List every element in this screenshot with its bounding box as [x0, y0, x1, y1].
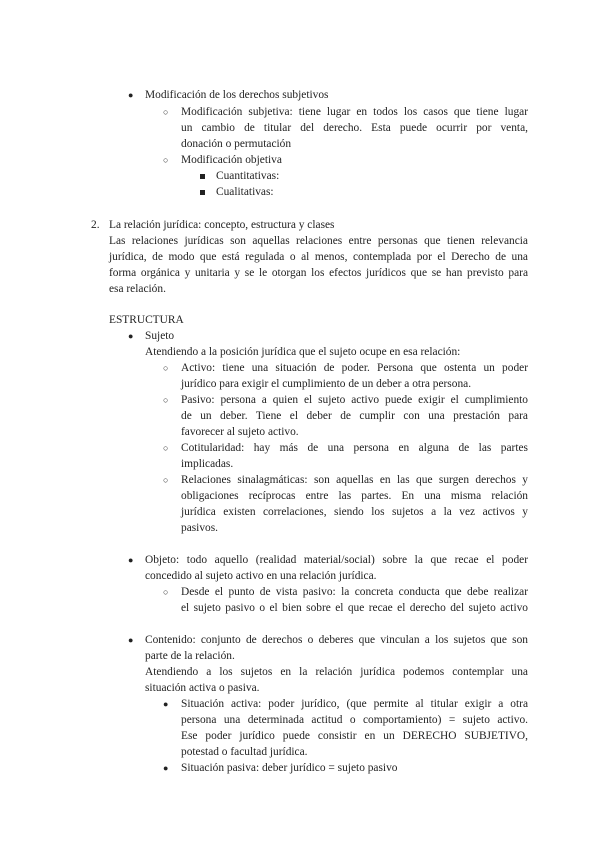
- text-line: Modificación subjetiva: tiene lugar en todos los casos que tiene lugar: [181, 106, 528, 118]
- text-line: Contenido: conjunto de derechos o deberes que vinculan a los sujetos que son: [145, 634, 528, 646]
- text-line: Modificación de los derechos subjetivos: [145, 89, 329, 101]
- text-line: potestad o facultad jurídica.: [181, 746, 308, 758]
- text-line: Pasivo: persona a quien el sujeto activo puede exigir el cumplimiento: [181, 394, 528, 406]
- text-line: Cotitularidad: hay más de una persona en alguna de las partes: [181, 442, 528, 454]
- text-line: Atendiendo a la posición jurídica que el sujeto ocupe en esa relación:: [145, 346, 461, 358]
- square-bullet-icon: [200, 190, 205, 195]
- text-line: Cualitativas:: [216, 186, 274, 198]
- bullet-icon: ●: [128, 555, 134, 565]
- text-line: persona una determinada actitud o comportamiento) = sujeto activo.: [181, 714, 528, 726]
- text-line: Atendiendo a los sujetos en la relación jurídica podemos contemplar una: [145, 666, 528, 678]
- text-line: Cuantitativas:: [216, 170, 280, 182]
- text-line: Ese poder jurídico puede consistir en un DERECHO SUBJETIVO,: [181, 730, 528, 742]
- bullet-icon: ●: [163, 763, 169, 773]
- text-line: donación o permutación: [181, 138, 292, 150]
- hollow-bullet-icon: ○: [163, 475, 169, 485]
- text-line: Situación pasiva: deber jurídico = sujeto pasivo: [181, 762, 398, 774]
- square-bullet-icon: [200, 174, 205, 179]
- text-line: obligaciones recíprocas entre las partes. En una misma relación: [181, 490, 528, 502]
- text-line: parte de la relación.: [145, 650, 235, 662]
- list-number: 2.: [91, 219, 100, 231]
- hollow-bullet-icon: ○: [163, 395, 169, 405]
- text-line: de un deber. Tiene el deber de cumplir con una prestación para: [181, 410, 528, 422]
- text-line: favorecer al sujeto activo.: [181, 426, 299, 438]
- text-line: Activo: tiene una situación de poder. Persona que ostenta un poder: [181, 362, 528, 374]
- text-line: el sujeto pasivo o el bien sobre el que recae el derecho del sujeto activo: [181, 602, 528, 614]
- text-line: concedido al sujeto activo en una relación jurídica.: [145, 570, 377, 582]
- bullet-icon: ●: [128, 331, 134, 341]
- text-line: implicadas.: [181, 458, 234, 470]
- bullet-icon: ●: [128, 635, 134, 645]
- subsection-heading: ESTRUCTURA: [109, 314, 184, 326]
- section-heading: La relación jurídica: concepto, estructura y clases: [109, 219, 335, 231]
- text-line: jurídica, de modo que está regulada o al menos, contemplada por el Derecho de una: [109, 251, 528, 263]
- text-line: jurídico para exigir el cumplimiento de un deber a otra persona.: [181, 378, 472, 390]
- text-line: Desde el punto de vista pasivo: la concreta conducta que debe realizar: [181, 586, 528, 598]
- hollow-bullet-icon: ○: [163, 155, 169, 165]
- text-line: Sujeto: [145, 330, 175, 342]
- text-line: Las relaciones jurídicas son aquellas relaciones entre personas que tienen relevancia: [109, 235, 528, 247]
- bullet-icon: ●: [128, 90, 134, 100]
- text-line: un cambio de titular del derecho. Esta puede ocurrir por venta,: [181, 122, 528, 134]
- text-line: jurídica existen correlaciones, siendo los sujetos a la vez activos y: [181, 506, 528, 518]
- text-line: Objeto: todo aquello (realidad material/social) sobre la que recae el poder: [145, 554, 528, 566]
- hollow-bullet-icon: ○: [163, 443, 169, 453]
- text-line: esa relación.: [109, 283, 166, 295]
- hollow-bullet-icon: ○: [163, 587, 169, 597]
- text-line: Relaciones sinalagmáticas: son aquellas en las que surgen derechos y: [181, 474, 528, 486]
- hollow-bullet-icon: ○: [163, 363, 169, 373]
- text-line: forma orgánica y unitaria y se le otorgan los efectos jurídicos que se han previsto para: [109, 267, 528, 279]
- text-line: Situación activa: poder jurídico, (que permite al titular exigir a otra: [181, 698, 528, 710]
- text-line: situación activa o pasiva.: [145, 682, 260, 694]
- bullet-icon: ●: [163, 699, 169, 709]
- text-line: Modificación objetiva: [181, 154, 282, 166]
- hollow-bullet-icon: ○: [163, 107, 169, 117]
- text-line: pasivos.: [181, 522, 219, 534]
